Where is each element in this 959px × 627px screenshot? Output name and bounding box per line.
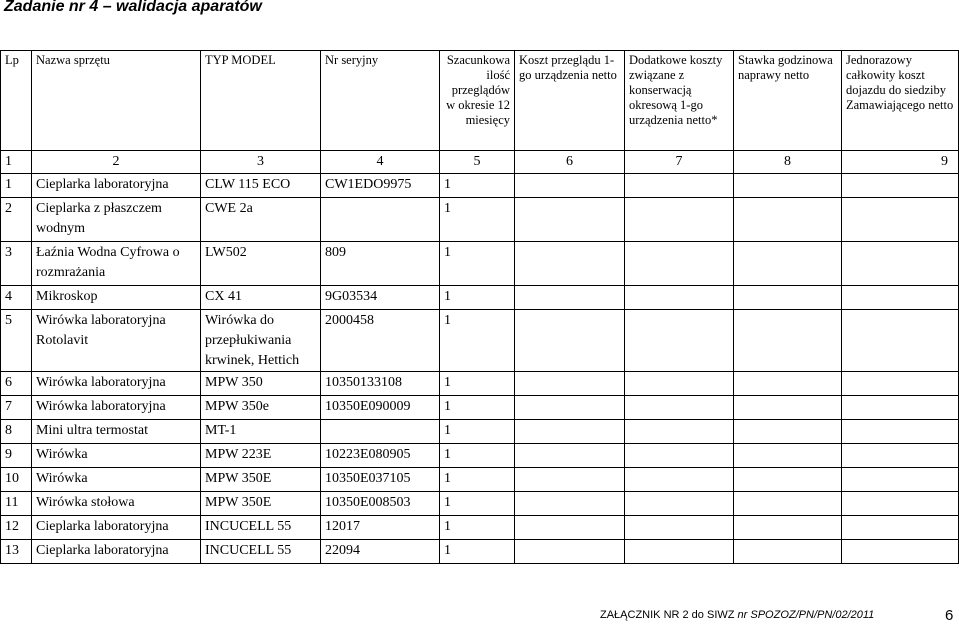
col-number: 9 (842, 151, 959, 174)
cell-extra (625, 492, 734, 516)
footer-annex (600, 609, 874, 621)
cell-lp: 6 (1, 372, 32, 396)
cell-travel (842, 444, 959, 468)
cell-name: Cieplarka z płaszczem wodnym (32, 198, 201, 242)
cell-extra (625, 242, 734, 286)
cell-lp: 10 (1, 468, 32, 492)
cell-serial: 10223E080905 (321, 444, 440, 468)
cell-travel (842, 372, 959, 396)
table-row (1, 286, 959, 310)
cell-serial: 12017 (321, 516, 440, 540)
cell-extra (625, 396, 734, 420)
header-travel: Jednorazowy całkowity koszt dojazdu do siedziby Zamawiającego netto (842, 51, 959, 151)
cell-rate (734, 198, 842, 242)
cell-cost (515, 242, 625, 286)
cell-travel (842, 492, 959, 516)
cell-travel (842, 198, 959, 242)
header-name: Nazwa sprzętu (32, 51, 201, 151)
cell-type: MPW 350E (201, 468, 321, 492)
page-number: 6 (945, 607, 954, 624)
col-number: 5 (440, 151, 515, 174)
header-lp: Lp (1, 51, 32, 151)
cell-lp: 13 (1, 540, 32, 564)
cell-lp: 7 (1, 396, 32, 420)
cell-type: MPW 350E (201, 492, 321, 516)
table-row (1, 198, 959, 242)
cell-type: CLW 115 ECO (201, 174, 321, 198)
cell-name: Wirówka laboratoryjna (32, 372, 201, 396)
cell-type: INCUCELL 55 (201, 516, 321, 540)
cell-travel (842, 286, 959, 310)
cell-rate (734, 516, 842, 540)
cell-serial: 2000458 (321, 310, 440, 372)
cell-serial: 10350E008503 (321, 492, 440, 516)
cell-lp: 5 (1, 310, 32, 372)
cell-qty: 1 (440, 198, 515, 242)
header-cost: Koszt przeglądu 1-go urządzenia netto (515, 51, 625, 151)
table-row (1, 420, 959, 444)
cell-serial: CW1EDO9975 (321, 174, 440, 198)
cell-travel (842, 310, 959, 372)
col-number: 3 (201, 151, 321, 174)
cell-cost (515, 286, 625, 310)
cell-name: Mini ultra termostat (32, 420, 201, 444)
cell-cost (515, 420, 625, 444)
header-type: TYP MODEL (201, 51, 321, 151)
cell-name: Wirówka (32, 468, 201, 492)
cell-extra (625, 420, 734, 444)
cell-extra (625, 310, 734, 372)
cell-type: CWE 2a (201, 198, 321, 242)
cell-name: Wirówka laboratoryjna Rotolavit (32, 310, 201, 372)
table-row (1, 492, 959, 516)
table-row (1, 396, 959, 420)
cell-extra (625, 540, 734, 564)
cell-travel (842, 242, 959, 286)
cell-type: LW502 (201, 242, 321, 286)
cell-name: Wirówka laboratoryjna (32, 396, 201, 420)
cell-name: Mikroskop (32, 286, 201, 310)
cell-serial: 9G03534 (321, 286, 440, 310)
cell-lp: 11 (1, 492, 32, 516)
cell-rate (734, 492, 842, 516)
column-number-row (1, 151, 959, 174)
header-rate: Stawka godzinowa naprawy netto (734, 51, 842, 151)
cell-cost (515, 540, 625, 564)
cell-name: Cieplarka laboratoryjna (32, 540, 201, 564)
cell-rate (734, 310, 842, 372)
cell-qty: 1 (440, 420, 515, 444)
cell-lp: 4 (1, 286, 32, 310)
cell-qty: 1 (440, 516, 515, 540)
cell-rate (734, 540, 842, 564)
footer-prefix: ZAŁĄCZNIK NR 2 do SIWZ (600, 609, 735, 621)
cell-rate (734, 444, 842, 468)
table-row (1, 468, 959, 492)
cell-lp: 2 (1, 198, 32, 242)
cell-serial (321, 420, 440, 444)
cell-cost (515, 372, 625, 396)
table-row (1, 310, 959, 372)
col-number: 7 (625, 151, 734, 174)
cell-cost (515, 468, 625, 492)
cell-serial: 809 (321, 242, 440, 286)
cell-qty: 1 (440, 492, 515, 516)
cell-cost (515, 174, 625, 198)
cell-travel (842, 540, 959, 564)
cell-name: Wirówka (32, 444, 201, 468)
cell-extra (625, 516, 734, 540)
col-number: 4 (321, 151, 440, 174)
cell-extra (625, 468, 734, 492)
table-row (1, 516, 959, 540)
cell-name: Cieplarka laboratoryjna (32, 516, 201, 540)
cell-type: MT-1 (201, 420, 321, 444)
cell-travel (842, 420, 959, 444)
cell-type: CX 41 (201, 286, 321, 310)
cell-name: Wirówka stołowa (32, 492, 201, 516)
cell-qty: 1 (440, 310, 515, 372)
cell-lp: 8 (1, 420, 32, 444)
cell-travel (842, 396, 959, 420)
cell-rate (734, 468, 842, 492)
cell-extra (625, 174, 734, 198)
cell-lp: 9 (1, 444, 32, 468)
cell-cost (515, 396, 625, 420)
cell-rate (734, 420, 842, 444)
cell-travel (842, 468, 959, 492)
cell-type: INCUCELL 55 (201, 540, 321, 564)
cell-extra (625, 372, 734, 396)
cell-cost (515, 198, 625, 242)
cell-qty: 1 (440, 396, 515, 420)
cell-qty: 1 (440, 540, 515, 564)
cell-qty: 1 (440, 286, 515, 310)
table-row (1, 444, 959, 468)
cell-cost (515, 516, 625, 540)
cell-qty: 1 (440, 444, 515, 468)
cell-serial: 10350133108 (321, 372, 440, 396)
cell-name: Cieplarka laboratoryjna (32, 174, 201, 198)
cell-lp: 1 (1, 174, 32, 198)
footer-ref: nr SPOZOZ/PN/PN/02/2011 (737, 609, 875, 621)
cell-lp: 3 (1, 242, 32, 286)
cell-serial: 22094 (321, 540, 440, 564)
cell-rate (734, 286, 842, 310)
cell-rate (734, 396, 842, 420)
table-row (1, 540, 959, 564)
col-number: 2 (32, 151, 201, 174)
cell-serial (321, 198, 440, 242)
header-qty: Szacunkowa ilość przeglądów w okresie 12 miesięcy (440, 51, 515, 151)
cell-rate (734, 242, 842, 286)
cell-cost (515, 310, 625, 372)
col-number: 1 (1, 151, 32, 174)
cell-qty: 1 (440, 242, 515, 286)
equipment-table (0, 50, 959, 564)
cell-extra (625, 444, 734, 468)
document-title: Zadanie nr 4 – walidacja aparatów (4, 0, 262, 15)
table-row (1, 372, 959, 396)
header-extra: Dodatkowe koszty związane z konserwacją okresową 1-go urządzenia netto* (625, 51, 734, 151)
cell-type: MPW 350 (201, 372, 321, 396)
cell-type: MPW 223E (201, 444, 321, 468)
cell-extra (625, 286, 734, 310)
cell-rate (734, 372, 842, 396)
cell-extra (625, 198, 734, 242)
cell-travel (842, 516, 959, 540)
cell-name: Łaźnia Wodna Cyfrowa o rozmrażania (32, 242, 201, 286)
header-serial: Nr seryjny (321, 51, 440, 151)
cell-qty: 1 (440, 174, 515, 198)
cell-rate (734, 174, 842, 198)
cell-serial: 10350E037105 (321, 468, 440, 492)
col-number: 6 (515, 151, 625, 174)
cell-cost (515, 492, 625, 516)
cell-type: Wirówka do przepłukiwania krwinek, Hettich (201, 310, 321, 372)
cell-qty: 1 (440, 468, 515, 492)
cell-serial: 10350E090009 (321, 396, 440, 420)
cell-travel (842, 174, 959, 198)
header-row (1, 51, 959, 151)
col-number: 8 (734, 151, 842, 174)
cell-cost (515, 444, 625, 468)
table-row (1, 174, 959, 198)
cell-lp: 12 (1, 516, 32, 540)
table-row (1, 242, 959, 286)
cell-type: MPW 350e (201, 396, 321, 420)
cell-qty: 1 (440, 372, 515, 396)
